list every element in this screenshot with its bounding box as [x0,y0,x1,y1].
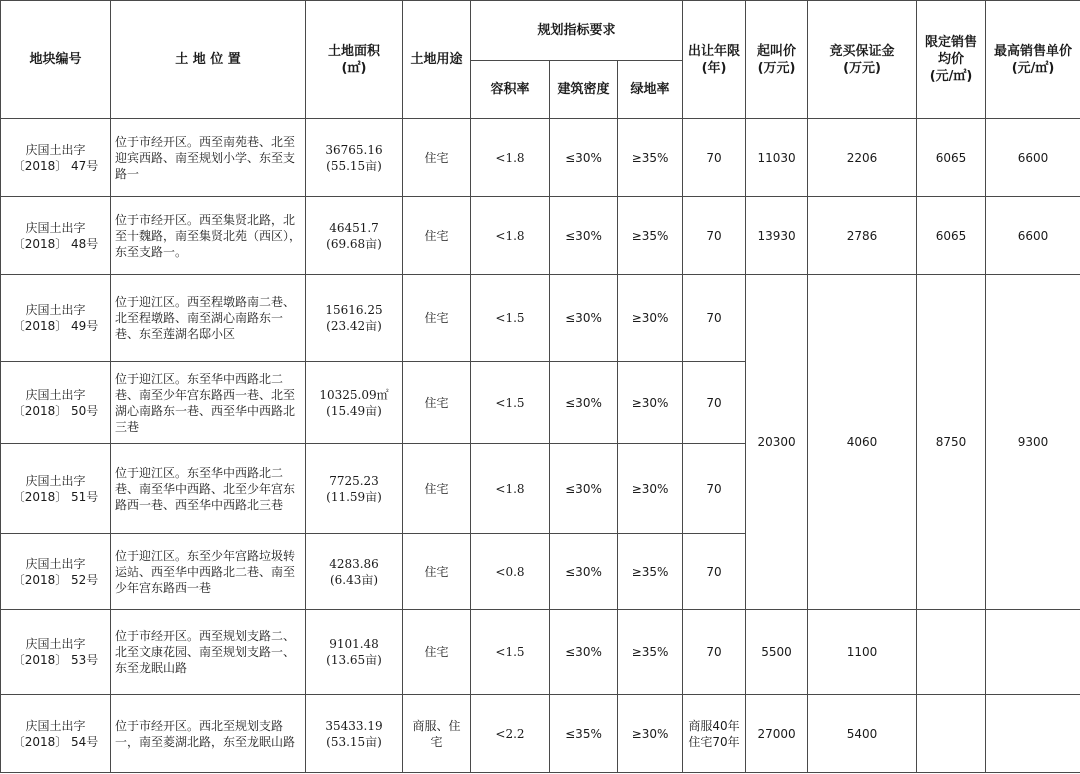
area-cell [306,534,403,610]
term-cell: 70 [683,534,746,610]
header-max-price-label: 最高销售单价 [994,43,1073,59]
area-sqm: 9101.48 [329,637,379,651]
area-mu: (55.15亩) [326,158,382,173]
green-cell: ≥30% [618,695,683,773]
plot-no-prefix: 庆国土出字 [25,142,86,157]
term-cell: 70 [683,444,746,534]
plot-no-number: 〔2018〕 54号 [12,734,99,749]
plot-no-cell [1,534,111,610]
area-cell [306,695,403,773]
avg-price-cell: 6065 [917,119,986,197]
header-deposit-label: 竞买保证金 [829,43,895,59]
merged-start-price-cell: 20300 [746,275,808,610]
plot-no-number: 〔2018〕 50号 [12,403,99,418]
far-cell: <2.2 [471,695,550,773]
header-green: 绿地率 [618,61,683,119]
table-row [1,610,1080,695]
location-cell: 位于迎江区。东至华中西路北二巷、南至华中西路、北至少年宫东路西一巷、西至华中西路北三巷 [111,444,306,534]
header-start-price-label: 起叫价 [757,43,797,59]
header-area-unit: (㎡) [341,60,367,76]
area-cell [306,197,403,275]
plot-no-number: 〔2018〕 51号 [12,489,99,504]
avg-price-cell [917,695,986,773]
max-price-cell: 6600 [986,119,1080,197]
far-cell: <0.8 [471,534,550,610]
term-line-2: 住宅70年 [688,734,740,749]
far-cell: <1.8 [471,444,550,534]
plot-no-cell [1,119,111,197]
plot-no-cell [1,275,111,362]
term-cell: 70 [683,197,746,275]
avg-price-cell [917,610,986,695]
use-line-1: 商服、住 [412,718,461,733]
green-cell: ≥30% [618,275,683,362]
plot-no-prefix: 庆国土出字 [25,220,86,235]
area-sqm: 35433.19 [325,718,383,733]
start-price-cell: 27000 [746,695,808,773]
area-cell [306,362,403,444]
use-cell: 住宅 [403,275,471,362]
area-mu: (69.68亩) [326,236,382,251]
avg-price-cell: 6065 [917,197,986,275]
area-cell [306,119,403,197]
plot-no-prefix: 庆国土出字 [25,556,86,571]
header-deposit [808,1,917,119]
max-price-cell [986,695,1080,773]
far-cell: <1.8 [471,119,550,197]
far-cell: <1.5 [471,275,550,362]
area-sqm: 15616.25 [325,303,383,317]
header-area [306,1,403,119]
header-deposit-unit: (万元) [843,60,881,76]
location-cell: 位于迎江区。西至程墩路南二巷、北至程墩路、南至湖心南路东一巷、东至莲湖名邸小区 [111,275,306,362]
area-sqm: 36765.16 [325,142,383,157]
header-density: 建筑密度 [550,61,618,119]
use-cell: 住宅 [403,610,471,695]
term-cell [683,695,746,773]
plot-no-number: 〔2018〕 48号 [12,236,99,251]
max-price-cell: 6600 [986,197,1080,275]
area-mu: (53.15亩) [326,734,382,749]
deposit-cell: 2786 [808,197,917,275]
header-use: 土地用途 [403,1,471,119]
plot-no-number: 〔2018〕 53号 [12,653,99,667]
header-area-label: 土地面积 [327,43,380,59]
deposit-cell: 2206 [808,119,917,197]
area-mu: (11.59亩) [326,489,382,504]
area-mu: (6.43亩) [329,572,379,587]
max-price-cell [986,610,1080,695]
far-cell: <1.5 [471,610,550,695]
area-sqm: 46451.7 [329,220,379,235]
header-start-price-unit: (万元) [757,60,796,76]
header-max-price-unit: (元/㎡) [1011,60,1055,76]
density-cell: ≤30% [550,119,618,197]
use-cell: 住宅 [403,197,471,275]
location-cell: 位于市经开区。西北至规划支路一，南至菱湖北路，东至龙眠山路 [111,695,306,773]
start-price-cell: 11030 [746,119,808,197]
plot-no-number: 〔2018〕 49号 [12,319,99,333]
table-row [1,197,1080,275]
header-term [683,1,746,119]
density-cell: ≤35% [550,695,618,773]
density-cell: ≤30% [550,362,618,444]
far-cell: <1.5 [471,362,550,444]
plot-no-cell [1,197,111,275]
deposit-cell: 1100 [808,610,917,695]
location-cell: 位于市经开区。西至规划支路二、北至文康花园、南至规划支路一、东至龙眠山路 [111,610,306,695]
density-cell: ≤30% [550,197,618,275]
plot-no-cell [1,444,111,534]
header-location: 土 地 位 置 [111,1,306,119]
area-mu: (13.65亩) [326,653,382,667]
green-cell: ≥35% [618,197,683,275]
green-cell: ≥35% [618,534,683,610]
area-sqm: 10325.09㎡ [319,387,389,402]
location-cell: 位于迎江区。东至少年宫路垃圾转运站、西至华中西路北二巷、南至少年宫东路西一巷 [111,534,306,610]
plot-no-prefix: 庆国土出字 [25,718,86,733]
header-avg-price-label: 限定销售均价 [925,35,978,67]
area-sqm: 4283.86 [329,556,379,571]
table-row [1,275,1080,362]
header-avg-price-unit: (元/㎡) [929,69,973,84]
merged-max-price-cell: 9300 [986,275,1080,610]
start-price-cell: 13930 [746,197,808,275]
far-cell: <1.8 [471,197,550,275]
header-term-label: 出让年限 [688,43,741,59]
area-cell [306,275,403,362]
header-max-price [986,1,1080,119]
use-cell [403,695,471,773]
plot-no-prefix: 庆国土出字 [25,637,86,651]
plot-no-prefix: 庆国土出字 [25,473,86,488]
density-cell: ≤30% [550,534,618,610]
location-cell: 位于迎江区。东至华中西路北二巷、南至少年宫东路西一巷、北至湖心南路东一巷、西至华中西路北三巷 [111,362,306,444]
header-term-unit: (年) [701,60,727,76]
use-cell: 住宅 [403,119,471,197]
area-cell [306,444,403,534]
term-line-1: 商服40年 [688,718,740,733]
deposit-cell: 5400 [808,695,917,773]
plot-no-number: 〔2018〕 52号 [12,572,99,587]
green-cell: ≥35% [618,119,683,197]
area-sqm: 7725.23 [329,473,379,488]
density-cell: ≤30% [550,610,618,695]
header-start-price [746,1,808,119]
term-cell: 70 [683,275,746,362]
density-cell: ≤30% [550,275,618,362]
plot-no-cell [1,362,111,444]
header-far: 容积率 [471,61,550,119]
header-planning: 规划指标要求 [471,1,683,61]
header-row-1 [1,1,1080,61]
plot-no-prefix: 庆国土出字 [25,387,86,402]
merged-avg-price-cell: 8750 [917,275,986,610]
green-cell: ≥35% [618,610,683,695]
use-cell: 住宅 [403,362,471,444]
area-mu: (23.42亩) [326,319,382,333]
plot-no-number: 〔2018〕 47号 [12,158,99,173]
location-cell: 位于市经开区。西至集贤北路，北至十魏路，南至集贤北苑（西区），东至支路一。 [111,197,306,275]
term-cell: 70 [683,362,746,444]
plot-no-prefix: 庆国土出字 [25,303,86,317]
header-plot-no: 地块编号 [1,1,111,119]
green-cell: ≥30% [618,362,683,444]
table-row [1,695,1080,773]
area-cell [306,610,403,695]
term-cell: 70 [683,610,746,695]
location-cell: 位于市经开区。西至南苑巷、北至迎宾西路、南至规划小学、东至支路一 [111,119,306,197]
density-cell: ≤30% [550,444,618,534]
green-cell: ≥30% [618,444,683,534]
merged-deposit-cell: 4060 [808,275,917,610]
table-row [1,119,1080,197]
term-cell: 70 [683,119,746,197]
start-price-cell: 5500 [746,610,808,695]
area-mu: (15.49亩) [326,403,382,418]
use-line-2: 宅 [430,734,443,749]
plot-no-cell [1,610,111,695]
use-cell: 住宅 [403,534,471,610]
plot-no-cell [1,695,111,773]
header-avg-price [917,1,986,119]
use-cell: 住宅 [403,444,471,534]
